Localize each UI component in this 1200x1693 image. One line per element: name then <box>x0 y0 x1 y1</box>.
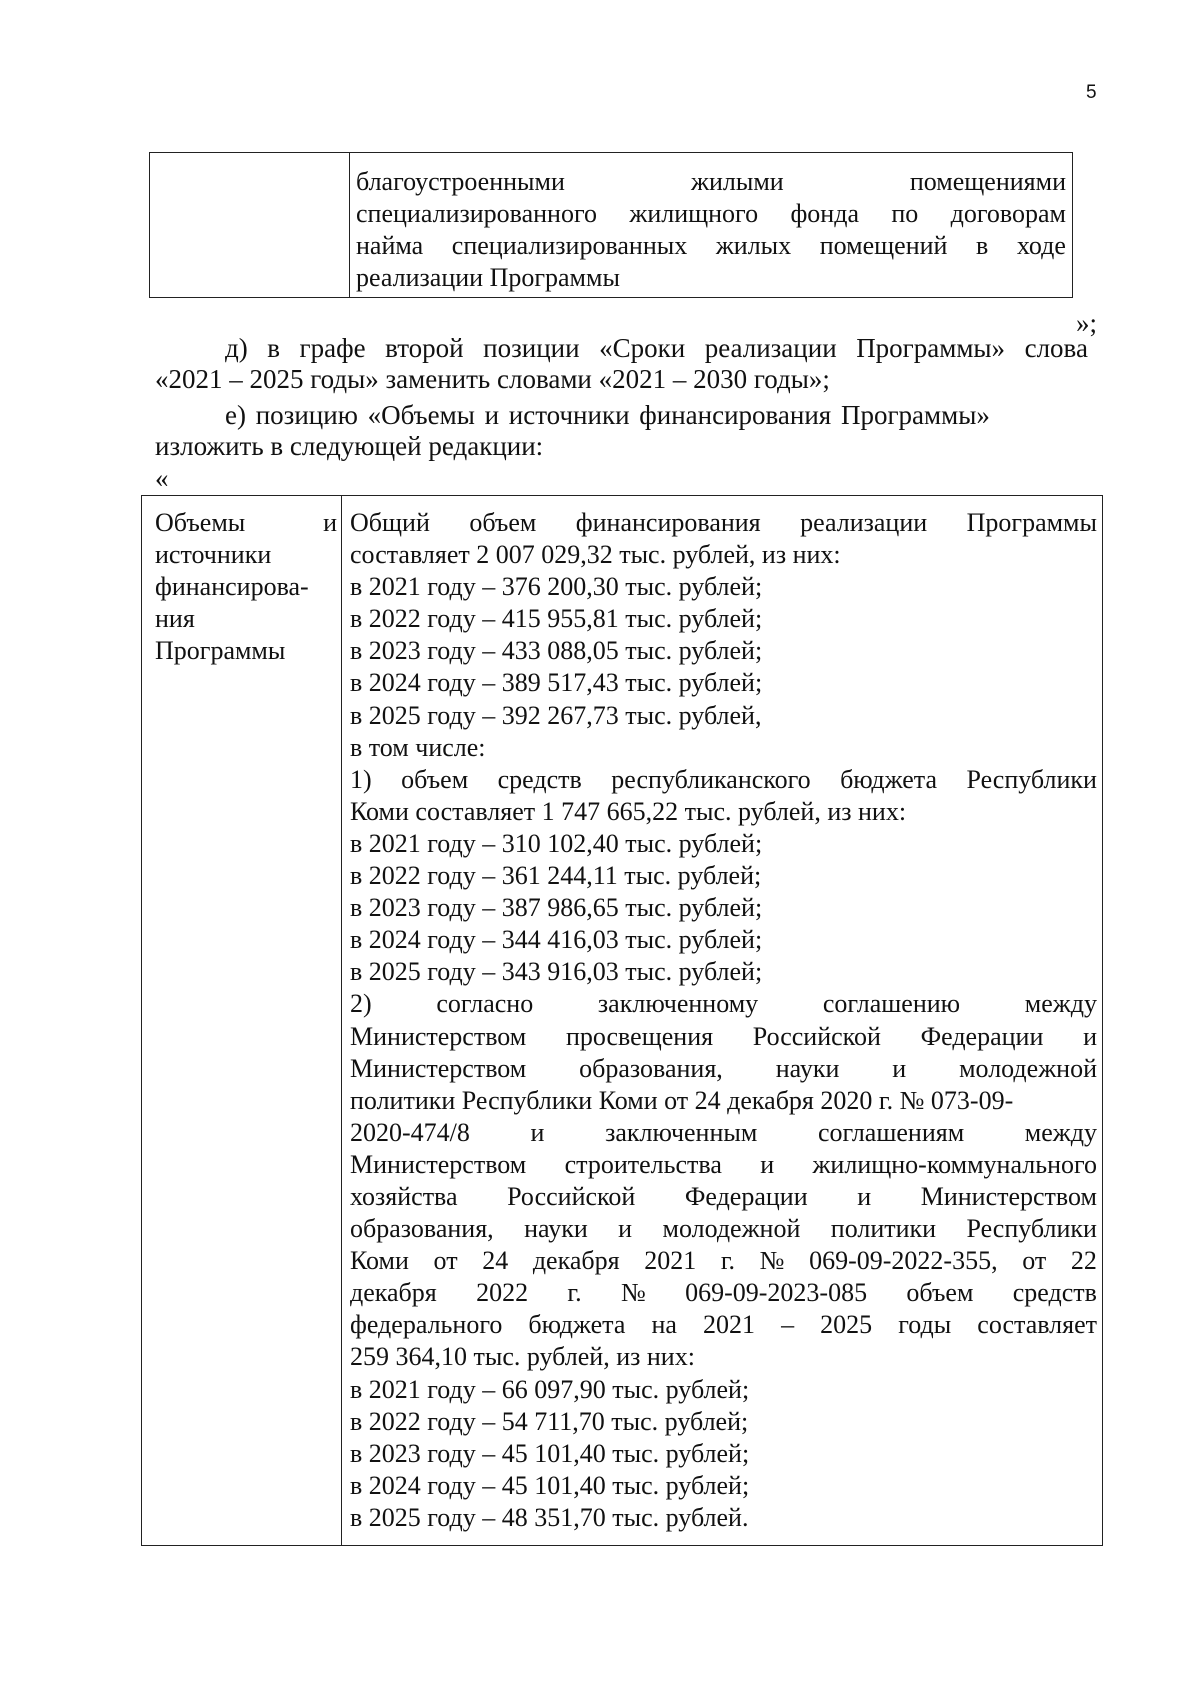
word: договорам <box>950 199 1066 228</box>
financing-content-line: в 2021 году – 376 200,30 тыс. рублей; <box>350 572 763 602</box>
paragraph-d-line-1-text <box>225 333 1088 364</box>
word: Объемы <box>155 508 246 537</box>
word: объем <box>906 1278 974 1308</box>
financing-content-line: в 2022 году – 54 711,70 тыс. рублей; <box>350 1406 749 1436</box>
word: Программы» <box>856 333 1006 363</box>
word: просвещения <box>565 1021 714 1051</box>
opening-quote: « <box>155 463 169 493</box>
word: Коми <box>350 1246 409 1276</box>
word: соглашениям <box>817 1117 965 1147</box>
table-cell-left-empty <box>150 153 350 297</box>
word: образования, <box>350 1214 494 1244</box>
word: средств <box>497 764 582 794</box>
word: «Сроки <box>599 333 686 363</box>
financing-content-line: в 2021 году – 66 097,90 тыс. рублей; <box>350 1374 750 1404</box>
financing-content-line <box>350 507 1097 539</box>
word: финансирования <box>575 508 761 537</box>
word: науки <box>775 1053 840 1083</box>
word: 2020-474/8 <box>350 1117 470 1147</box>
financing-label-cell <box>142 496 342 1545</box>
financing-content-line: в 2024 году – 45 101,40 тыс. рублей; <box>350 1470 750 1500</box>
word: объем <box>469 508 537 537</box>
word: в <box>976 231 989 260</box>
word: науки <box>524 1214 588 1244</box>
word: жилых <box>715 231 792 260</box>
word: 069-09-2022-355, <box>809 1246 998 1276</box>
word: Министерством <box>350 1021 527 1051</box>
word: заключенному <box>597 989 759 1019</box>
financing-content-line: политики Республики Коми от 24 декабря 2020 г. № 073-09- <box>350 1085 1014 1115</box>
financing-content-text <box>350 507 1097 1534</box>
continued-table <box>149 152 1073 298</box>
word: бюджета <box>528 1310 626 1340</box>
financing-content-line: в 2025 году – 392 267,73 тыс. рублей, <box>350 700 762 730</box>
word: 22 <box>1070 1246 1097 1276</box>
word: и <box>530 1117 545 1147</box>
financing-content-line <box>350 1309 1097 1341</box>
financing-label-line: источники <box>155 540 272 569</box>
word: и <box>892 1053 907 1083</box>
word: д) <box>225 333 248 363</box>
financing-content-line <box>350 988 1097 1020</box>
financing-label-line <box>155 507 337 539</box>
word: 24 <box>482 1246 509 1276</box>
financing-content-line: в 2024 году – 344 416,03 тыс. рублей; <box>350 925 763 955</box>
word: реализации <box>704 333 837 363</box>
word: молодежной <box>959 1053 1097 1083</box>
word: декабря <box>532 1246 620 1276</box>
word: г. <box>720 1246 736 1276</box>
word: по <box>891 199 919 228</box>
word: Программы <box>966 508 1097 537</box>
financing-content-line: в 2023 году – 433 088,05 тыс. рублей; <box>350 636 763 666</box>
word: политики <box>830 1214 937 1244</box>
paragraph-e-line-1 <box>155 400 1088 431</box>
word: жилищного <box>629 199 759 228</box>
financing-content-line <box>350 764 1097 796</box>
word: помещениями <box>909 167 1066 196</box>
word: и <box>1083 1021 1097 1051</box>
word: объем <box>401 764 469 794</box>
word: специализированных <box>451 231 688 260</box>
word: на <box>651 1310 677 1340</box>
word: 1) <box>350 764 372 794</box>
word: Министерством <box>350 1149 527 1179</box>
word: помещений <box>819 231 948 260</box>
word: средств <box>1012 1278 1097 1308</box>
word: графе <box>299 333 366 363</box>
word: хозяйства <box>350 1181 458 1211</box>
word: второй <box>385 333 464 363</box>
word: специализированного <box>356 199 597 228</box>
financing-content-line <box>350 1021 1097 1053</box>
financing-label-line: ния <box>155 604 195 633</box>
continued-table-line: реализации Программы <box>356 263 620 292</box>
word: и <box>857 1181 872 1211</box>
paragraph-e-line-1-text: е) позицию «Объемы и источники финансирования Программы» <box>225 400 990 430</box>
continued-table-line <box>356 230 1066 262</box>
financing-content-line: в том числе: <box>350 732 486 762</box>
financing-content-line: Коми составляет 1 747 665,22 тыс. рублей, из них: <box>350 796 907 826</box>
word: строительства <box>564 1149 722 1179</box>
paragraph-d-line-2: «2021 – 2025 годы» заменить словами «2021 – 2030 годы»; <box>155 364 830 394</box>
word: Российской <box>507 1181 636 1211</box>
word: позиции <box>483 333 580 363</box>
word: благоустроенными <box>356 167 565 196</box>
word: декабря <box>350 1278 437 1308</box>
financing-label-line: Программы <box>155 636 286 665</box>
financing-content-line: в 2023 году – 387 986,65 тыс. рублей; <box>350 893 763 923</box>
word: Федерации <box>920 1021 1044 1051</box>
word: и <box>323 508 337 537</box>
financing-content-line: 259 364,10 тыс. рублей, из них: <box>350 1342 695 1372</box>
financing-content-line <box>350 1213 1097 1245</box>
closing-quote: »; <box>1076 308 1098 338</box>
word: жилищно-коммунального <box>812 1149 1097 1179</box>
financing-table <box>141 495 1103 1546</box>
word: согласно <box>436 989 534 1019</box>
word: Республики <box>966 764 1097 794</box>
word: 2) <box>350 989 372 1019</box>
word: найма <box>356 231 424 260</box>
word: Федерации <box>684 1181 808 1211</box>
word: 2021 <box>703 1310 755 1340</box>
word: 2021 <box>644 1246 697 1276</box>
word: г. <box>567 1278 582 1308</box>
word: и <box>618 1214 633 1244</box>
paragraph-e <box>155 400 1088 462</box>
continued-table-line <box>356 166 1066 198</box>
word: слова <box>1024 333 1088 363</box>
word: бюджета <box>840 764 938 794</box>
word: реализации <box>800 508 928 537</box>
financing-content-line <box>350 1245 1097 1277</box>
word: и <box>760 1149 775 1179</box>
financing-content-line: в 2025 году – 343 916,03 тыс. рублей; <box>350 957 763 987</box>
financing-content-line: составляет 2 007 029,32 тыс. рублей, из них: <box>350 540 841 570</box>
financing-content-line: в 2022 году – 361 244,11 тыс. рублей; <box>350 861 762 891</box>
word: федерального <box>350 1310 503 1340</box>
financing-content-cell <box>342 496 1102 1545</box>
word: республиканского <box>611 764 811 794</box>
financing-label-text <box>155 507 337 667</box>
financing-content-line: в 2024 году – 389 517,43 тыс. рублей; <box>350 668 763 698</box>
financing-content-line <box>350 1117 1097 1149</box>
word: фонда <box>790 199 859 228</box>
word: между <box>1024 989 1097 1019</box>
financing-content-line <box>350 1149 1097 1181</box>
paragraph-d-line-1 <box>155 333 1088 364</box>
word: молодежной <box>662 1214 801 1244</box>
word: Министерством <box>350 1053 527 1083</box>
word: между <box>1024 1117 1097 1147</box>
word: годы <box>898 1310 952 1340</box>
word: Министерством <box>920 1181 1097 1211</box>
word: Республики <box>966 1214 1097 1244</box>
page-number: 5 <box>1086 82 1097 103</box>
word: заключенным <box>605 1117 758 1147</box>
word: № <box>759 1246 785 1276</box>
word: Общий <box>350 508 430 537</box>
word: № <box>620 1278 646 1308</box>
continued-table-line <box>356 198 1066 230</box>
word: от <box>433 1246 458 1276</box>
financing-content-line: в 2025 году – 48 351,70 тыс. рублей. <box>350 1502 749 1532</box>
word: 069-09-2023-085 <box>685 1278 868 1308</box>
paragraph-d <box>155 333 1088 395</box>
word: Российской <box>752 1021 881 1051</box>
word: образования, <box>579 1053 723 1083</box>
financing-content-line: в 2022 году – 415 955,81 тыс. рублей; <box>350 604 763 634</box>
word: – <box>781 1310 795 1340</box>
paragraph-e-line-2: изложить в следующей редакции: <box>155 431 544 461</box>
word: 2025 <box>820 1310 873 1340</box>
financing-content-line <box>350 1053 1097 1085</box>
word: ходе <box>1016 231 1066 260</box>
financing-label-line: финансирова- <box>155 572 309 601</box>
table-cell-text <box>356 166 1066 294</box>
financing-content-line: в 2023 году – 45 101,40 тыс. рублей; <box>350 1438 750 1468</box>
financing-content-line <box>350 1277 1097 1309</box>
word: составляет <box>977 1310 1097 1340</box>
table-cell-right <box>350 153 1072 297</box>
word: от <box>1022 1246 1047 1276</box>
financing-content-line: в 2021 году – 310 102,40 тыс. рублей; <box>350 828 763 858</box>
word: соглашению <box>822 989 961 1019</box>
word: 2022 <box>476 1278 529 1308</box>
word: в <box>267 333 281 363</box>
financing-content-line <box>350 1181 1097 1213</box>
word: жилыми <box>691 167 784 196</box>
